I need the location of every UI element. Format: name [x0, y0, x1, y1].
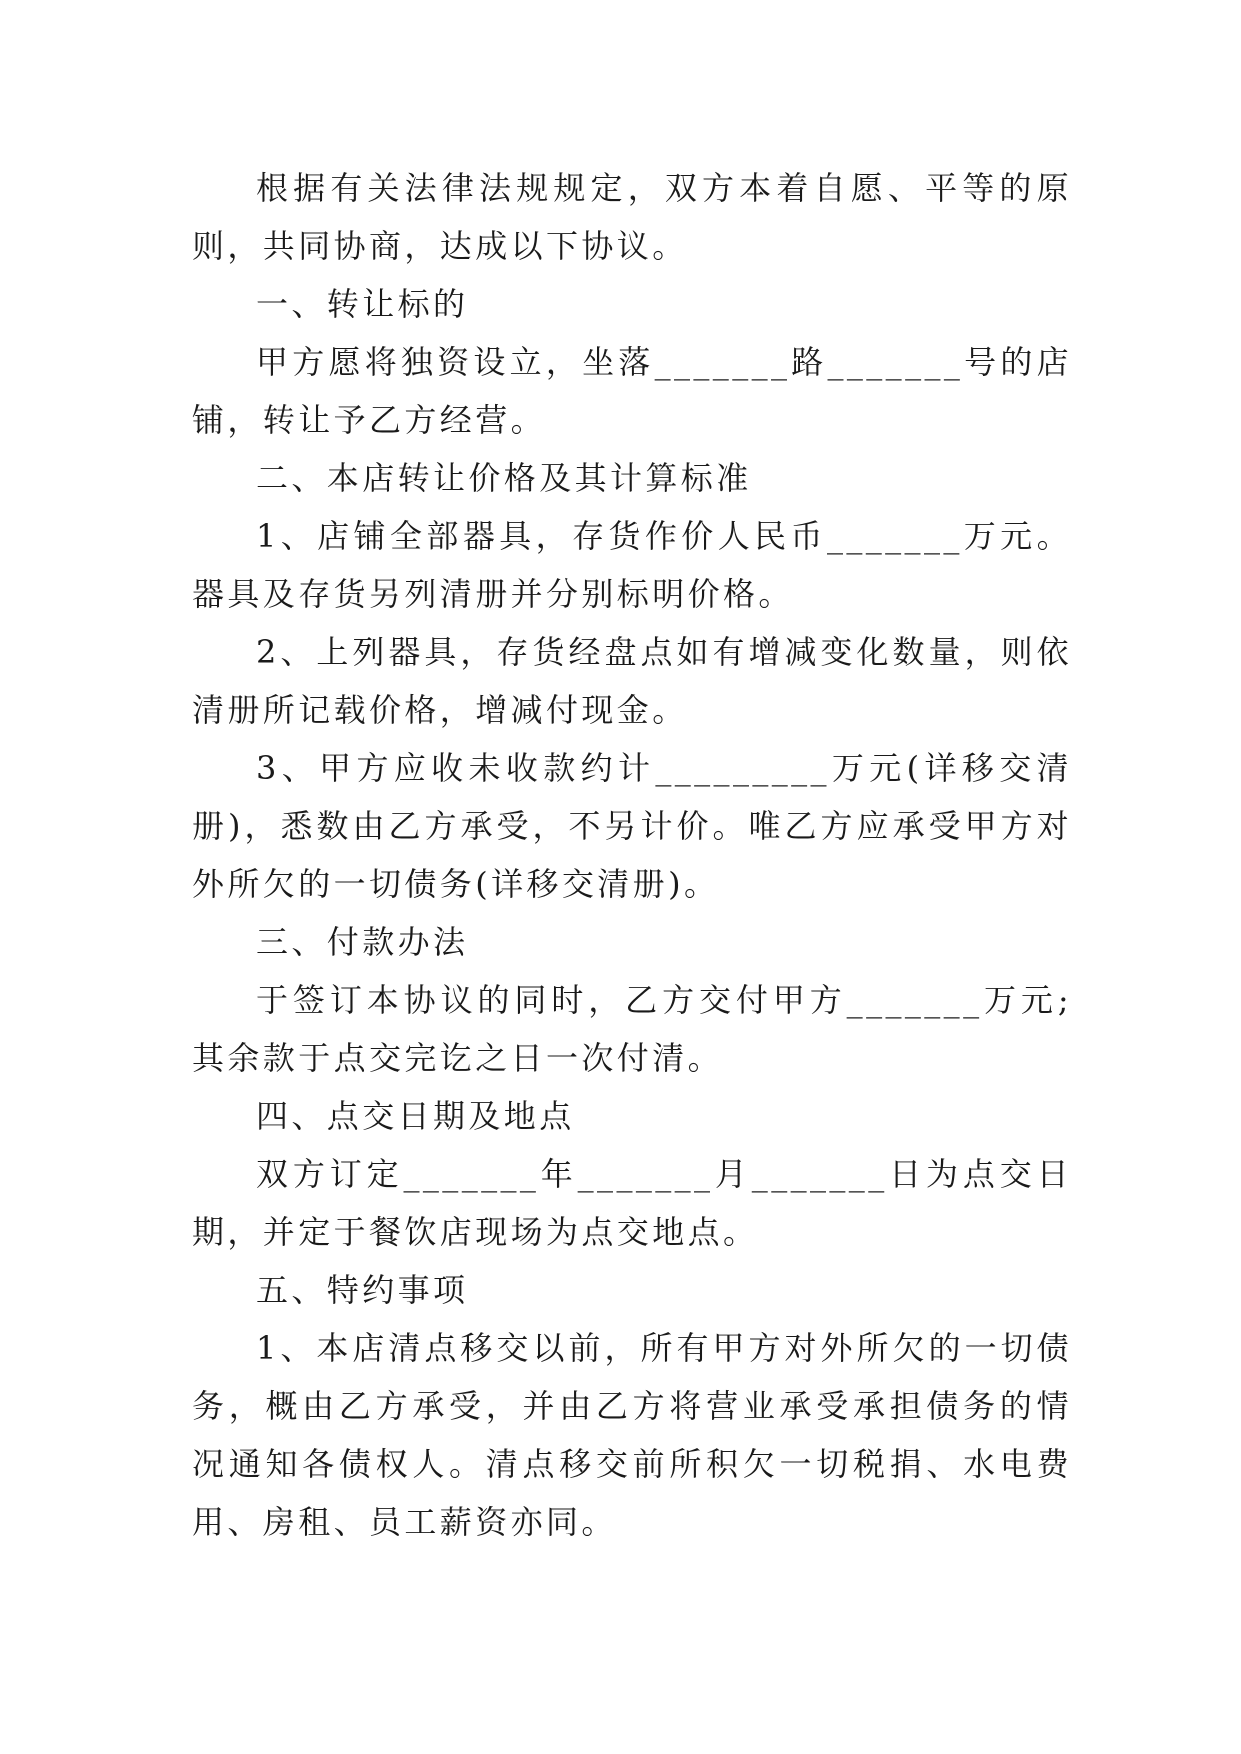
- section-heading-payment: 三、付款办法: [256, 923, 469, 961]
- section-heading-special-terms: 五、特约事项: [256, 1271, 469, 1309]
- paragraph-price-item-1: 1、店铺全部器具，存货作价人民币_______万元。器具及存货另列清册并分别标明价格。: [192, 517, 1072, 613]
- section-heading-handover: 四、点交日期及地点: [256, 1097, 575, 1135]
- paragraph-price-item-3: 3、甲方应收未收款约计_________万元(详移交清册)，悉数由乙方承受，不另计价。唯乙方应承受甲方对外所欠的一切债务(详移交清册)。: [192, 749, 1072, 903]
- paragraph-special-terms-1: 1、本店清点移交以前，所有甲方对外所欠的一切债务，概由乙方承受，并由乙方将营业承受承担债务的情况通知各债权人。清点移交前所积欠一切税捐、水电费用、房租、员工薪资亦同。: [192, 1329, 1072, 1541]
- section-heading-transfer-subject: 一、转让标的: [256, 285, 469, 323]
- paragraph-price-item-2: 2、上列器具，存货经盘点如有增减变化数量，则依清册所记载价格，增减付现金。: [192, 633, 1072, 729]
- paragraph-handover: 双方订定_______年_______月_______日为点交日期，并定于餐饮店现场为点交地点。: [192, 1155, 1072, 1251]
- paragraph-payment: 于签订本协议的同时，乙方交付甲方_______万元;其余款于点交完讫之日一次付清。: [192, 981, 1072, 1077]
- paragraph-transfer-subject: 甲方愿将独资设立，坐落_______路_______号的店铺，转让予乙方经营。: [192, 343, 1072, 439]
- paragraph-intro: 根据有关法律法规规定，双方本着自愿、平等的原则，共同协商，达成以下协议。: [192, 169, 1072, 265]
- section-heading-price: 二、本店转让价格及其计算标准: [256, 459, 752, 497]
- document-body: [192, 159, 1072, 1551]
